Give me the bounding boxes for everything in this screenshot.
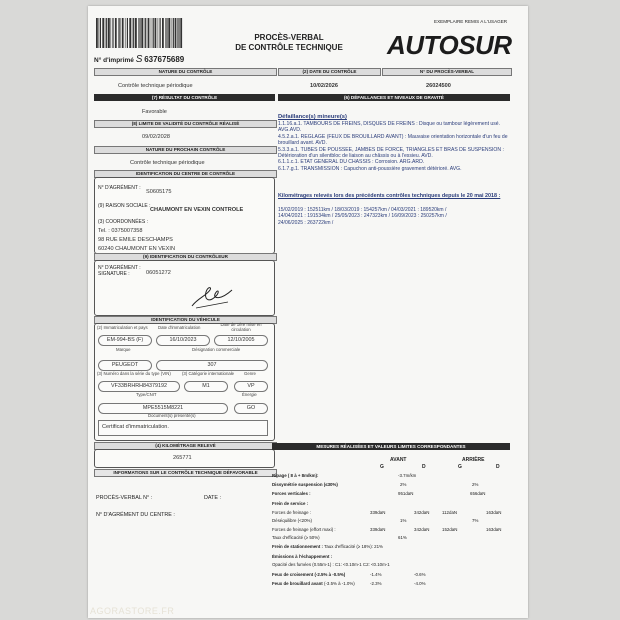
first-circ-label: Date de 1ère mise en circulation xyxy=(220,322,262,332)
designation-label: Désignation commerciale xyxy=(192,347,241,352)
type-field: MPE5515M8221 xyxy=(98,403,228,414)
centre-address1: 98 RUE EMILE DESCHAMPS xyxy=(98,237,173,243)
first-circ-field: 12/10/2005 xyxy=(214,335,268,346)
result-header: (7) RÉSULTAT DU CONTRÔLE xyxy=(94,94,275,101)
validity-value: 09/02/2028 xyxy=(142,134,170,140)
ff-av-d: 342daN xyxy=(414,510,430,515)
energie-field: GO xyxy=(234,403,268,414)
km-history-line: 24/06/2025 : 263722km / xyxy=(278,219,334,226)
feux-croisement-line xyxy=(272,572,345,577)
title-line1: PROCÈS-VERBAL xyxy=(254,33,324,42)
forces-verticales-av: 951daN xyxy=(398,491,414,496)
forces-verticales-label: Forces verticales : xyxy=(272,491,311,496)
dissymetrie-label: Dissymétrie suspension (≤30%) xyxy=(272,482,338,487)
watermark: AGORASTORE.FR xyxy=(90,606,175,616)
pv-value: 26024500 xyxy=(426,83,451,89)
stationnement-label: Frein de stationnement : xyxy=(272,544,323,549)
avant-d: D xyxy=(422,464,426,470)
ff-max-label: Forces de freinage (effort maxi) : xyxy=(272,527,336,532)
docs-field xyxy=(98,420,268,436)
emissions-label: Émissions à l'échappement : xyxy=(272,554,333,559)
defects-list xyxy=(278,121,510,172)
forces-verticales-ar: 656daN xyxy=(470,491,486,496)
arriere-g: G xyxy=(458,464,462,470)
type-label: Type/CNIT xyxy=(136,392,157,397)
km-history-title: Kilométrages relevés lors des précédents contrôles techniques depuis le 20 mai 2018 : xyxy=(278,193,501,199)
km-value: 265771 xyxy=(173,455,192,461)
ripage-value: -3.7m/km xyxy=(398,473,417,478)
cdp-agrement-label: N° D'AGRÉMENT DU CENTRE : xyxy=(96,512,175,518)
avant-label: AVANT xyxy=(390,457,407,463)
designation-field: 307 xyxy=(156,360,268,371)
genre-label: Genre xyxy=(244,371,256,376)
marque-field: PEUGEOT xyxy=(98,360,152,371)
document-sheet xyxy=(88,6,528,618)
opacite-value: C1: <0.10m-1 C2: <0.10m-1 xyxy=(334,562,390,567)
raison-value: CHAUMONT EN VEXIN CONTROLE xyxy=(150,207,244,213)
defect-item: 5.3.3.a.1. TUBES DE POUSSEE, JAMBES DE FORCE, TRIANGLES ET BRAS DE SUSPENSION : Détérioration d'un silentbloc de liaison au châssis ou à l'essieu. AVD. xyxy=(278,146,504,160)
result-value: Favorable xyxy=(142,109,167,115)
ff-ar-d: 163daN xyxy=(486,510,502,515)
validity-header: (8) LIMITE DE VALIDITÉ DU CONTRÔLE RÉALISÉ xyxy=(94,120,277,128)
next-control-value: Contrôle technique périodique xyxy=(130,160,205,166)
imprime-number-line xyxy=(94,54,184,65)
centre-tel: Tel. : 0375007358 xyxy=(98,228,143,234)
defect-item: 1.1.16.a.1. TAMBOURS DE FREINS, DISQUES DE FREINS : Disque ou tambour légèrement usé. AVG.AVD. xyxy=(278,121,501,134)
km-box xyxy=(94,449,275,468)
ff-max-av-d: 342daN xyxy=(414,527,430,532)
cdp-header: INFORMATIONS SUR LE CONTRÔLE TECHNIQUE DÉFAVORABLE xyxy=(94,469,277,477)
ripage-label: Ripage ( 8 à + 8m/km): xyxy=(272,473,319,478)
categorie-field: M1 xyxy=(184,381,228,392)
imprime-number: 637675689 xyxy=(144,55,185,64)
energie-label: Énergie xyxy=(242,392,257,397)
fc-g: -1.4% xyxy=(370,572,382,577)
vehicle-header: IDENTIFICATION DU VÉHICULE xyxy=(94,316,277,324)
avant-g: G xyxy=(380,464,384,470)
feux-brouillard-line xyxy=(272,581,355,586)
arriere-label: ARRIÈRE xyxy=(462,457,485,463)
frein-service-label: Frein de service : xyxy=(272,501,309,506)
desequilibre-label: Déséquilibre (<20%) xyxy=(272,518,312,523)
agrement-label: N° D'AGRÉMENT : xyxy=(98,185,141,191)
ff-av-g: 339daN xyxy=(370,510,386,515)
imprime-letter: S xyxy=(135,54,143,65)
forces-freinage-label: Forces de freinage : xyxy=(272,510,312,515)
vin-label: (3) Numéro dans la série du type (VIN) xyxy=(97,371,171,376)
date-value: 10/02/2026 xyxy=(310,83,338,89)
copy-note: EXEMPLAIRE REMIS A L'USAGER xyxy=(434,19,508,24)
nature-value: Contrôle technique périodique xyxy=(118,83,193,89)
dissymetrie-ar: 2% xyxy=(472,482,479,487)
fb-d: -4.0% xyxy=(414,581,426,586)
desequilibre-ar: 7% xyxy=(472,518,479,523)
ff-max-ar-d: 163daN xyxy=(486,527,502,532)
centre-address2: 60240 CHAUMONT EN VEXIN xyxy=(98,246,175,252)
ff-ar-g: 112daN xyxy=(442,510,458,515)
dissymetrie-av: 2% xyxy=(400,482,407,487)
coordonnees-label: (3) COORDONNÉES : xyxy=(98,219,149,225)
ff-max-av-g: 339daN xyxy=(370,527,386,532)
immat-field: EM-994-BS (F) xyxy=(98,335,152,346)
docs-label: Document(s) présenté(s) xyxy=(148,413,196,418)
stationnement-line xyxy=(272,544,383,549)
date-immat-field: 16/10/2023 xyxy=(156,335,210,346)
brand-logo: AUTOSUR xyxy=(387,30,512,60)
next-control-header: NATURE DU PROCHAIN CONTRÔLE xyxy=(94,146,277,154)
ctrl-agrement-label: N° D'AGRÉMENT : xyxy=(98,265,141,271)
nature-header: NATURE DU CONTRÔLE xyxy=(94,68,277,76)
controleur-signature xyxy=(188,282,238,310)
immat-label: (2) Immatriculation et pays xyxy=(97,325,148,330)
defects-header: (6) DÉFAILLANCES ET NIVEAUX DE GRAVITÉ xyxy=(278,94,510,101)
barcode xyxy=(96,18,184,48)
docs-value: Certificat d'immatriculation. xyxy=(102,424,169,430)
title-line2: DE CONTRÔLE TECHNIQUE xyxy=(235,43,343,52)
km-history xyxy=(278,207,447,226)
pv-header: N° DU PROCÈS-VERBAL xyxy=(382,68,512,76)
ctrl-agrement-value: 06051272 xyxy=(146,270,171,276)
measures-header: MESURES RÉALISÉES ET VALEURS LIMITES CORRESPONDANTES xyxy=(272,443,510,450)
date-header: (2) DATE DU CONTRÔLE xyxy=(278,68,381,76)
defect-item: 6.1.7.g.1. TRANSMISSION : Capuchon anti-poussière gravement détérioré. AVG. xyxy=(278,165,462,172)
categorie-label: (3) Catégorie internationale xyxy=(182,371,235,376)
cdp-pv-label: PROCÈS-VERBAL N° : xyxy=(96,495,153,501)
ff-max-ar-g: 152daN xyxy=(442,527,458,532)
genre-field: VP xyxy=(234,381,268,392)
opacite-line xyxy=(272,562,390,567)
agrement-value: S0605175 xyxy=(146,189,172,195)
date-immat-label: Date d'immatriculation xyxy=(158,325,201,330)
feux-croisement-label: Feux de croisement (-2.5% à -0.5%) xyxy=(272,572,346,577)
km-header: (4) KILOMÉTRAGE RELEVÉ xyxy=(94,442,277,450)
feux-brouillard-label: Feux de brouillard avant xyxy=(272,581,323,586)
km-history-line: 15/02/2019 : 152511km / 18/03/2019 : 154257km / 04/03/2021 : 189520km / xyxy=(278,207,447,213)
ctrl-signature-label: SIGNATURE : xyxy=(98,271,130,277)
fb-g: -2.3% xyxy=(370,581,382,586)
controleur-header: (9) IDENTIFICATION DU CONTRÔLEUR xyxy=(94,253,277,261)
feux-brouillard-range: (-3.5% à -1.0%) xyxy=(323,581,355,586)
fc-d: -0.6% xyxy=(414,572,426,577)
raison-label: (9) RAISON SOCIALE : xyxy=(98,203,151,209)
imprime-label: N° d'imprimé xyxy=(94,57,134,64)
defect-item: 6.1.1.c.1. ETAT GENERAL DU CHASSIS : Corrosion. ARG.ARD. xyxy=(278,159,425,166)
opacite-label: Opacité des fumées (0.55m-1) : xyxy=(272,562,334,567)
vin-field: VF33BRHRH84379192 xyxy=(98,381,180,392)
marque-label: Marque xyxy=(116,347,131,352)
taux-efficacite-value: 61% xyxy=(398,535,407,540)
minor-defects-title: Défaillance(s) mineure(s) xyxy=(278,114,347,120)
taux-efficacite-label: Taux d'efficacité (≥ 50%) xyxy=(272,535,320,540)
centre-header: IDENTIFICATION DU CENTRE DE CONTRÔLE xyxy=(94,170,277,178)
defect-item: 4.5.2.a.1. REGLAGE (FEUX DE BROUILLARD AVANT) : Mauvaise orientation horizontale d'un feu de brouillard avant. AVD. xyxy=(278,133,508,147)
cdp-date-label: DATE : xyxy=(204,495,221,501)
km-history-line: 14/04/2021 : 191534km / 25/05/2023 : 247323km / 16/09/2023 : 250257km / xyxy=(278,213,447,220)
arriere-d: D xyxy=(496,464,500,470)
desequilibre-av: 1% xyxy=(400,518,407,523)
stationnement-value: Taux d'efficacité (≥ 18%): 21% xyxy=(324,544,383,549)
